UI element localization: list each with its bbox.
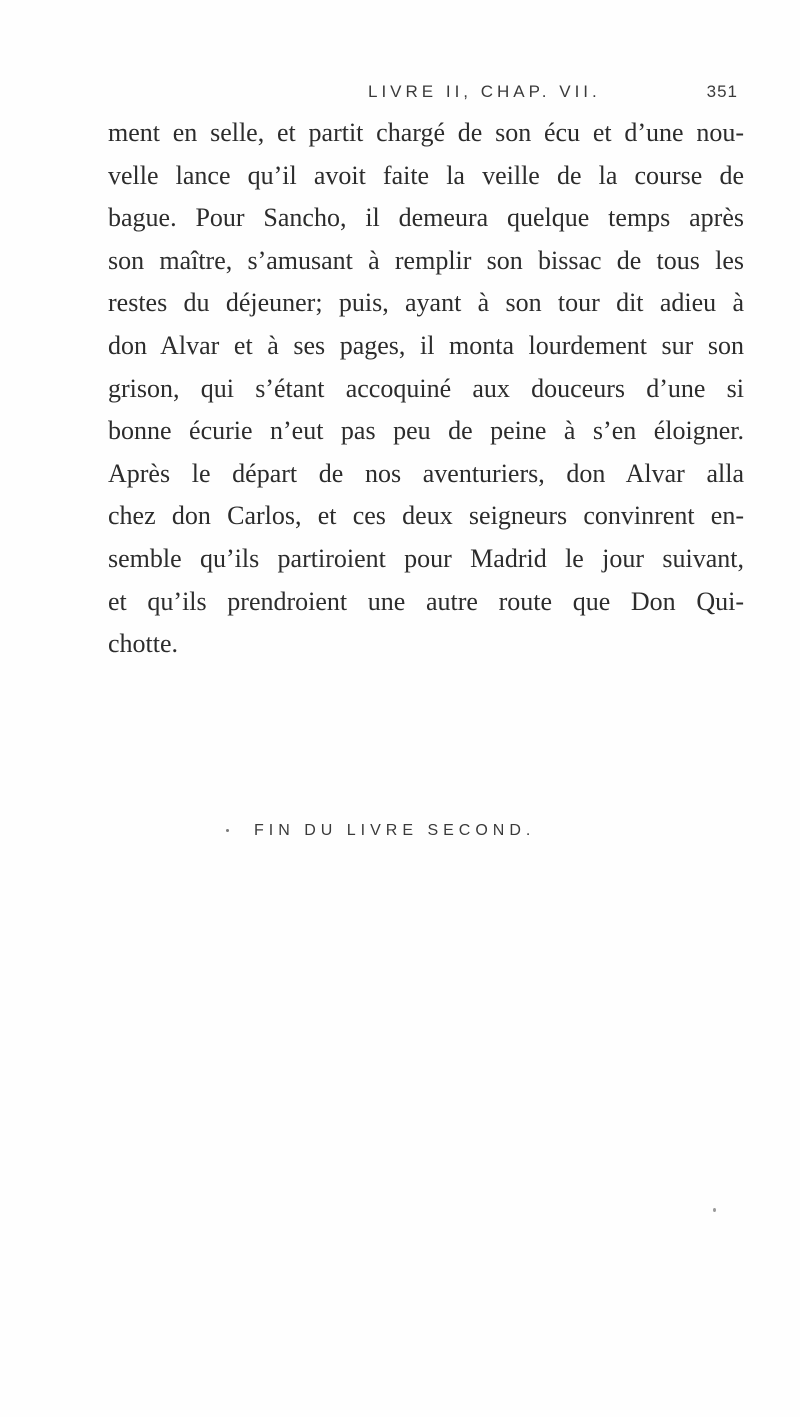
text-line: don Alvar et à ses pages, il monta lourdement sur son (108, 330, 744, 360)
colophon: FIN DU LIVRE SECOND. (254, 822, 536, 839)
text-line: grison, qui s’étant accoquiné aux douceurs d’une si (108, 373, 744, 403)
running-head (108, 82, 738, 112)
text-line: velle lance qu’il avoit faite la veille de la course de (108, 160, 744, 190)
body-text (108, 112, 744, 666)
ink-speck (226, 829, 229, 832)
ink-speck (713, 1208, 716, 1212)
text-line: bague. Pour Sancho, il demeura quelque temps après (108, 203, 744, 233)
text-line: Après le départ de nos aventuriers, don Alvar alla (108, 458, 744, 488)
text-line: restes du déjeuner; puis, ayant à son tour dit adieu à (108, 288, 744, 318)
text-line: semble qu’ils partiroient pour Madrid le jour suivant, (108, 543, 744, 573)
page-number: 351 (706, 82, 738, 101)
text-line: chotte. (108, 629, 179, 659)
text-line: bonne écurie n’eut pas peu de peine à s’en éloigner. (108, 416, 744, 446)
text-line: son maître, s’amusant à remplir son bissac de tous les (108, 245, 744, 275)
text-line: et qu’ils prendroient une autre route que Don Qui- (108, 586, 744, 616)
running-head-title: LIVRE II, CHAP. VII. (368, 82, 601, 101)
text-line: ment en selle, et partit chargé de son écu et d’une nou- (108, 118, 744, 147)
text-line: chez don Carlos, et ces deux seigneurs convinrent en- (108, 501, 744, 531)
